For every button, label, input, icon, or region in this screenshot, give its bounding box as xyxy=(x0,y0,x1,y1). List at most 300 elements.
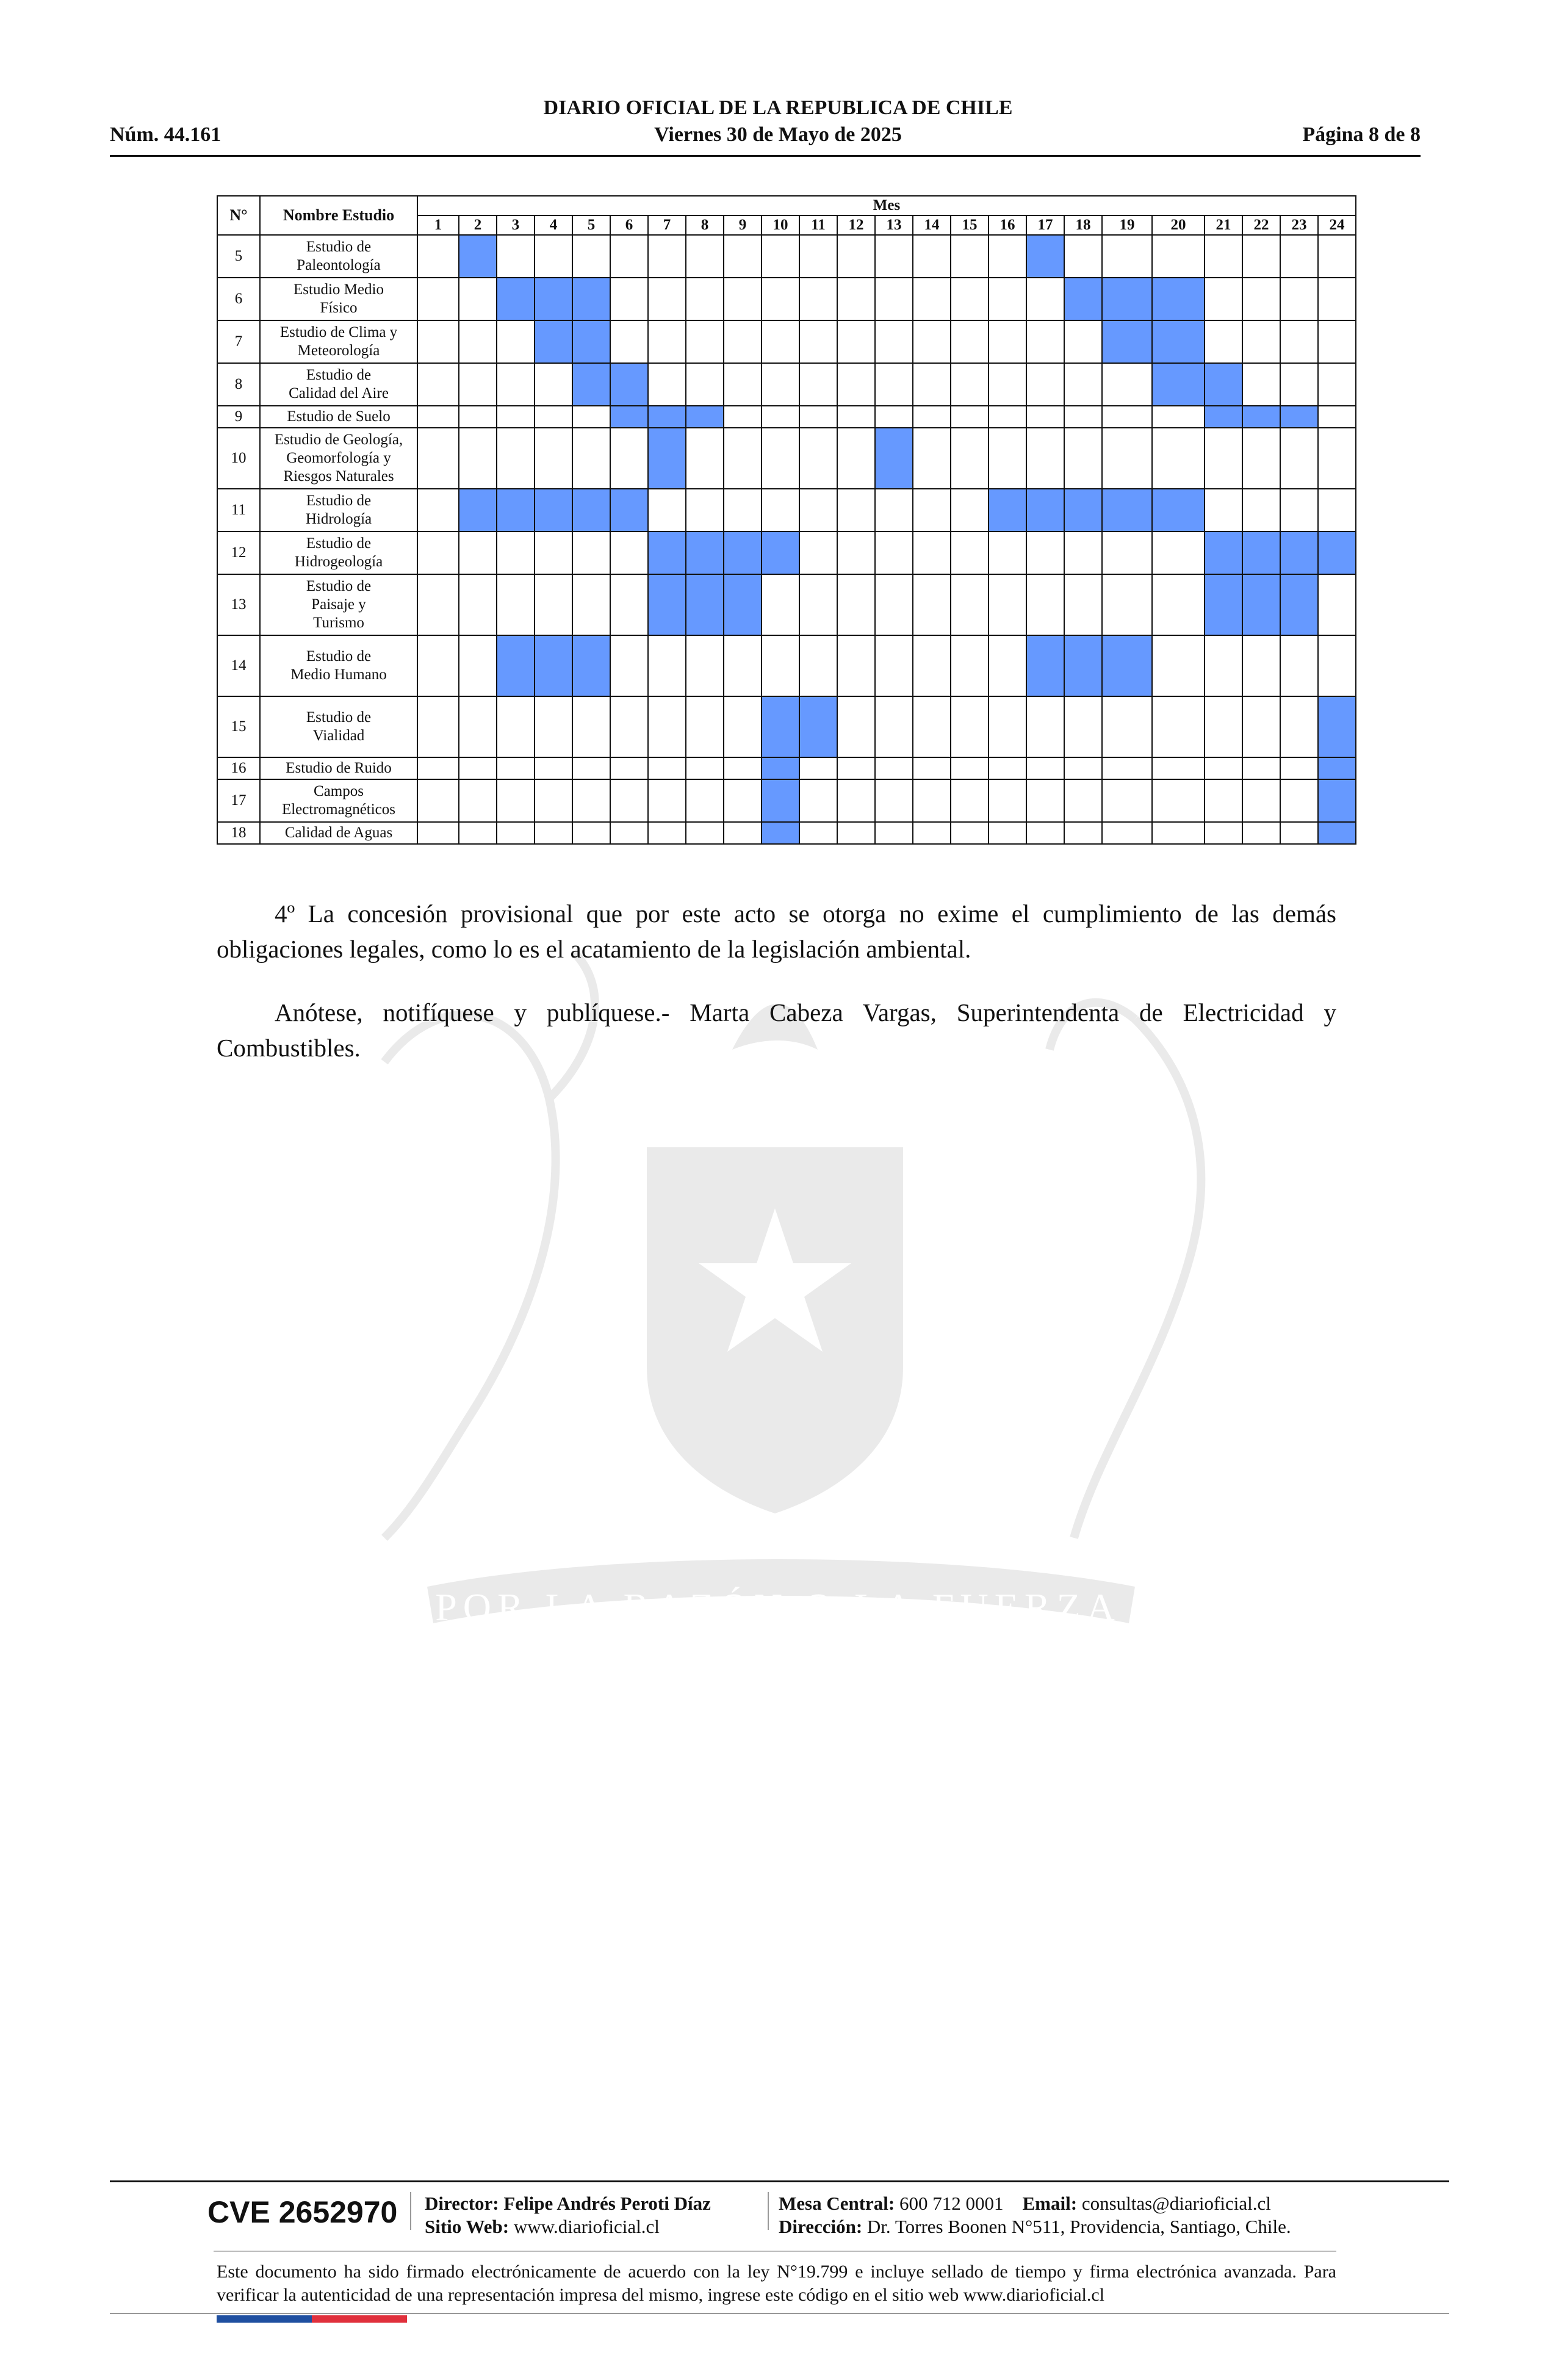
month-cell-16 xyxy=(989,278,1026,320)
month-cell-15 xyxy=(951,757,989,779)
study-name-line: Medio Humano xyxy=(290,666,387,683)
month-cell-5 xyxy=(572,574,610,635)
table-row xyxy=(217,428,1356,489)
month-cell-18 xyxy=(1064,532,1102,574)
month-cell-1 xyxy=(417,278,459,320)
month-cell-13 xyxy=(875,320,913,363)
study-name xyxy=(260,696,417,757)
month-cell-5 xyxy=(572,235,610,278)
month-header: 2 xyxy=(459,215,497,235)
month-cell-2 xyxy=(459,696,497,757)
month-cell-4 xyxy=(535,779,572,822)
month-cell-18 xyxy=(1064,779,1102,822)
footer-director-block xyxy=(425,2192,711,2238)
month-cell-24 xyxy=(1318,574,1356,635)
month-cell-24 xyxy=(1318,779,1356,822)
month-cell-18 xyxy=(1064,822,1102,844)
month-cell-9 xyxy=(724,779,762,822)
month-cell-2 xyxy=(459,635,497,696)
month-cell-23 xyxy=(1280,779,1318,822)
month-cell-13 xyxy=(875,779,913,822)
month-cell-4 xyxy=(535,822,572,844)
month-cell-5 xyxy=(572,635,610,696)
month-cell-12 xyxy=(837,532,875,574)
month-cell-18 xyxy=(1064,757,1102,779)
table-row xyxy=(217,696,1356,757)
paragraph-concession: 4º La concesión provisional que por este acto se otorga no exime el cumplimiento de las demás obligaciones legales, como lo es el acatamiento de la legislación ambiental. xyxy=(217,900,1336,963)
month-cell-24 xyxy=(1318,428,1356,489)
month-cell-1 xyxy=(417,757,459,779)
month-cell-19 xyxy=(1102,489,1152,532)
month-cell-21 xyxy=(1205,489,1242,532)
month-cell-24 xyxy=(1318,320,1356,363)
month-cell-5 xyxy=(572,363,610,406)
month-cell-2 xyxy=(459,779,497,822)
month-cell-2 xyxy=(459,532,497,574)
director-label: Director: xyxy=(425,2193,499,2214)
newspaper-title: DIARIO OFICIAL DE LA REPUBLICA DE CHILE xyxy=(543,96,1013,119)
month-cell-20 xyxy=(1152,428,1205,489)
issue-date: Viernes 30 de Mayo de 2025 xyxy=(654,123,902,146)
footer-separator xyxy=(768,2192,769,2230)
email-label: Email: xyxy=(1022,2193,1078,2214)
row-number: 11 xyxy=(217,489,260,532)
row-number: 16 xyxy=(217,757,260,779)
month-cell-10 xyxy=(762,779,799,822)
month-cell-11 xyxy=(799,574,837,635)
phone-number: 600 712 0001 xyxy=(899,2193,1004,2214)
month-cell-6 xyxy=(610,235,648,278)
month-cell-5 xyxy=(572,278,610,320)
month-cell-16 xyxy=(989,363,1026,406)
month-cell-7 xyxy=(648,489,686,532)
month-cell-10 xyxy=(762,428,799,489)
month-cell-7 xyxy=(648,278,686,320)
study-name-line: Físico xyxy=(320,300,358,316)
study-name-line: Calidad del Aire xyxy=(289,385,389,402)
month-cell-1 xyxy=(417,779,459,822)
month-cell-4 xyxy=(535,757,572,779)
month-cell-23 xyxy=(1280,363,1318,406)
month-cell-10 xyxy=(762,363,799,406)
month-cell-20 xyxy=(1152,278,1205,320)
month-cell-18 xyxy=(1064,406,1102,428)
month-cell-19 xyxy=(1102,320,1152,363)
header-divider xyxy=(110,155,1421,157)
month-cell-11 xyxy=(799,235,837,278)
month-header: 12 xyxy=(837,215,875,235)
month-cell-21 xyxy=(1205,320,1242,363)
paragraph-signature: Anótese, notifíquese y publíquese.- Marta Cabeza Vargas, Superintendenta de Electricidad y Combustibles. xyxy=(217,998,1336,1062)
month-cell-1 xyxy=(417,635,459,696)
month-cell-15 xyxy=(951,489,989,532)
col-header-month: Mes xyxy=(417,196,1356,215)
table-row xyxy=(217,320,1356,363)
month-cell-10 xyxy=(762,406,799,428)
study-name-line: Calidad de Aguas xyxy=(284,824,393,841)
month-cell-22 xyxy=(1242,574,1280,635)
study-name-line: Estudio de Suelo xyxy=(287,408,391,425)
month-cell-1 xyxy=(417,428,459,489)
month-cell-9 xyxy=(724,635,762,696)
month-cell-21 xyxy=(1205,235,1242,278)
month-cell-23 xyxy=(1280,757,1318,779)
month-cell-21 xyxy=(1205,278,1242,320)
month-cell-20 xyxy=(1152,406,1205,428)
study-name-line: Paleontología xyxy=(297,257,381,273)
month-cell-14 xyxy=(913,696,951,757)
month-cell-9 xyxy=(724,574,762,635)
page-number: Página 8 de 8 xyxy=(1302,123,1421,146)
month-cell-14 xyxy=(913,635,951,696)
month-cell-8 xyxy=(686,822,724,844)
month-header: 10 xyxy=(762,215,799,235)
month-cell-11 xyxy=(799,779,837,822)
table-row xyxy=(217,822,1356,844)
month-cell-6 xyxy=(610,696,648,757)
website-link[interactable]: www.diarioficial.cl xyxy=(513,2216,660,2237)
month-cell-6 xyxy=(610,822,648,844)
month-cell-12 xyxy=(837,320,875,363)
month-cell-7 xyxy=(648,696,686,757)
month-cell-2 xyxy=(459,278,497,320)
month-cell-24 xyxy=(1318,278,1356,320)
month-cell-2 xyxy=(459,822,497,844)
month-cell-9 xyxy=(724,320,762,363)
month-header: 20 xyxy=(1152,215,1205,235)
month-cell-19 xyxy=(1102,406,1152,428)
month-cell-12 xyxy=(837,428,875,489)
month-cell-15 xyxy=(951,320,989,363)
study-name xyxy=(260,822,417,844)
month-cell-3 xyxy=(497,635,535,696)
month-cell-12 xyxy=(837,696,875,757)
month-cell-10 xyxy=(762,822,799,844)
month-cell-18 xyxy=(1064,574,1102,635)
month-header: 6 xyxy=(610,215,648,235)
month-cell-8 xyxy=(686,574,724,635)
month-cell-23 xyxy=(1280,822,1318,844)
month-cell-23 xyxy=(1280,635,1318,696)
month-cell-14 xyxy=(913,363,951,406)
month-cell-11 xyxy=(799,757,837,779)
month-cell-24 xyxy=(1318,406,1356,428)
month-cell-8 xyxy=(686,320,724,363)
month-cell-16 xyxy=(989,574,1026,635)
table-row xyxy=(217,532,1356,574)
month-cell-3 xyxy=(497,489,535,532)
month-cell-1 xyxy=(417,235,459,278)
month-cell-19 xyxy=(1102,822,1152,844)
month-cell-23 xyxy=(1280,406,1318,428)
month-cell-24 xyxy=(1318,696,1356,757)
month-cell-2 xyxy=(459,320,497,363)
coat-of-arms-watermark xyxy=(183,867,1373,1690)
month-cell-20 xyxy=(1152,822,1205,844)
month-cell-3 xyxy=(497,574,535,635)
month-cell-8 xyxy=(686,635,724,696)
month-cell-15 xyxy=(951,574,989,635)
month-cell-24 xyxy=(1318,532,1356,574)
month-cell-12 xyxy=(837,574,875,635)
month-cell-19 xyxy=(1102,757,1152,779)
month-cell-16 xyxy=(989,406,1026,428)
month-header: 7 xyxy=(648,215,686,235)
month-cell-19 xyxy=(1102,428,1152,489)
month-cell-19 xyxy=(1102,696,1152,757)
month-cell-13 xyxy=(875,235,913,278)
month-cell-14 xyxy=(913,278,951,320)
month-cell-18 xyxy=(1064,428,1102,489)
month-cell-24 xyxy=(1318,363,1356,406)
month-cell-17 xyxy=(1026,635,1064,696)
month-cell-13 xyxy=(875,278,913,320)
month-cell-14 xyxy=(913,235,951,278)
study-name-line: Estudio de xyxy=(306,535,372,552)
month-cell-22 xyxy=(1242,696,1280,757)
month-cell-9 xyxy=(724,757,762,779)
month-cell-8 xyxy=(686,779,724,822)
month-cell-20 xyxy=(1152,235,1205,278)
month-cell-1 xyxy=(417,532,459,574)
month-cell-4 xyxy=(535,320,572,363)
month-cell-7 xyxy=(648,822,686,844)
footer-contact-block xyxy=(779,2192,1291,2238)
row-number: 13 xyxy=(217,574,260,635)
row-number: 12 xyxy=(217,532,260,574)
month-header: 24 xyxy=(1318,215,1356,235)
month-cell-3 xyxy=(497,428,535,489)
month-cell-24 xyxy=(1318,489,1356,532)
phone-label: Mesa Central: xyxy=(779,2193,895,2214)
month-cell-11 xyxy=(799,532,837,574)
month-cell-20 xyxy=(1152,489,1205,532)
month-cell-17 xyxy=(1026,822,1064,844)
footer-divider xyxy=(110,2180,1449,2182)
month-cell-15 xyxy=(951,406,989,428)
month-cell-22 xyxy=(1242,363,1280,406)
month-cell-5 xyxy=(572,822,610,844)
month-cell-23 xyxy=(1280,532,1318,574)
month-cell-19 xyxy=(1102,235,1152,278)
month-cell-5 xyxy=(572,489,610,532)
month-cell-2 xyxy=(459,574,497,635)
month-header: 14 xyxy=(913,215,951,235)
month-cell-8 xyxy=(686,489,724,532)
month-header: 18 xyxy=(1064,215,1102,235)
row-number: 7 xyxy=(217,320,260,363)
month-cell-15 xyxy=(951,278,989,320)
study-name-line: Riesgos Naturales xyxy=(283,468,394,485)
cve-code: CVE 2652970 xyxy=(207,2195,398,2229)
table-row xyxy=(217,278,1356,320)
month-cell-22 xyxy=(1242,635,1280,696)
month-cell-3 xyxy=(497,532,535,574)
month-cell-4 xyxy=(535,235,572,278)
month-cell-3 xyxy=(497,320,535,363)
month-cell-22 xyxy=(1242,278,1280,320)
month-cell-4 xyxy=(535,278,572,320)
study-name xyxy=(260,278,417,320)
month-cell-12 xyxy=(837,635,875,696)
month-cell-2 xyxy=(459,757,497,779)
month-cell-6 xyxy=(610,779,648,822)
month-header: 16 xyxy=(989,215,1026,235)
month-cell-17 xyxy=(1026,532,1064,574)
row-number: 17 xyxy=(217,779,260,822)
month-cell-16 xyxy=(989,235,1026,278)
month-cell-10 xyxy=(762,532,799,574)
month-cell-19 xyxy=(1102,779,1152,822)
month-cell-2 xyxy=(459,428,497,489)
study-name-line: Estudio de xyxy=(306,492,372,509)
month-cell-15 xyxy=(951,363,989,406)
study-name-line: Turismo xyxy=(313,615,364,631)
month-cell-4 xyxy=(535,635,572,696)
month-cell-12 xyxy=(837,363,875,406)
month-cell-6 xyxy=(610,757,648,779)
legal-notice: Este documento ha sido firmado electrónicamente de acuerdo con la ley N°19.799 e incluye sellado de tiempo y firma electrónica avanzada. Para verificar la autenticidad de una representación impresa del mismo, ingrese este código en el sitio web www.diarioficial.cl xyxy=(217,2262,1336,2305)
study-name xyxy=(260,428,417,489)
month-cell-14 xyxy=(913,489,951,532)
month-cell-2 xyxy=(459,235,497,278)
month-cell-16 xyxy=(989,428,1026,489)
month-cell-17 xyxy=(1026,320,1064,363)
month-cell-23 xyxy=(1280,235,1318,278)
month-cell-11 xyxy=(799,320,837,363)
month-header: 19 xyxy=(1102,215,1152,235)
month-cell-16 xyxy=(989,320,1026,363)
study-name xyxy=(260,757,417,779)
month-cell-4 xyxy=(535,532,572,574)
month-cell-16 xyxy=(989,757,1026,779)
month-cell-24 xyxy=(1318,635,1356,696)
month-cell-7 xyxy=(648,779,686,822)
month-cell-7 xyxy=(648,635,686,696)
month-cell-11 xyxy=(799,363,837,406)
month-cell-13 xyxy=(875,635,913,696)
study-name xyxy=(260,406,417,428)
month-cell-19 xyxy=(1102,574,1152,635)
month-cell-3 xyxy=(497,406,535,428)
month-header: 9 xyxy=(724,215,762,235)
month-cell-15 xyxy=(951,779,989,822)
month-cell-20 xyxy=(1152,779,1205,822)
month-cell-9 xyxy=(724,428,762,489)
month-cell-2 xyxy=(459,489,497,532)
month-cell-20 xyxy=(1152,696,1205,757)
col-header-number: N° xyxy=(217,196,260,235)
month-cell-11 xyxy=(799,278,837,320)
month-cell-17 xyxy=(1026,278,1064,320)
month-cell-18 xyxy=(1064,363,1102,406)
month-cell-11 xyxy=(799,822,837,844)
study-name-line: Estudio de Ruido xyxy=(286,760,392,776)
month-cell-18 xyxy=(1064,635,1102,696)
month-cell-6 xyxy=(610,532,648,574)
email-link[interactable]: consultas@diarioficial.cl xyxy=(1081,2193,1271,2214)
study-name-line: Estudio de Geología, xyxy=(274,431,403,448)
month-cell-13 xyxy=(875,489,913,532)
issue-number: Núm. 44.161 xyxy=(110,123,222,146)
month-cell-20 xyxy=(1152,320,1205,363)
month-cell-13 xyxy=(875,696,913,757)
study-name-line: Estudio Medio xyxy=(294,281,384,298)
footer-thin-divider xyxy=(214,2251,1336,2252)
flag-stripe-red xyxy=(312,2315,407,2323)
month-cell-16 xyxy=(989,532,1026,574)
month-cell-8 xyxy=(686,235,724,278)
month-cell-22 xyxy=(1242,757,1280,779)
month-cell-12 xyxy=(837,489,875,532)
month-cell-7 xyxy=(648,574,686,635)
month-cell-22 xyxy=(1242,822,1280,844)
study-name-line: Paisaje y xyxy=(311,596,366,613)
flag-stripe-blue xyxy=(217,2315,312,2323)
month-header: 5 xyxy=(572,215,610,235)
month-cell-16 xyxy=(989,779,1026,822)
month-cell-16 xyxy=(989,489,1026,532)
study-name-line: Campos xyxy=(314,783,364,799)
month-cell-12 xyxy=(837,278,875,320)
month-cell-21 xyxy=(1205,428,1242,489)
month-cell-20 xyxy=(1152,635,1205,696)
month-cell-21 xyxy=(1205,696,1242,757)
month-cell-5 xyxy=(572,757,610,779)
month-header: 17 xyxy=(1026,215,1064,235)
month-cell-21 xyxy=(1205,757,1242,779)
month-cell-10 xyxy=(762,635,799,696)
month-cell-7 xyxy=(648,532,686,574)
month-cell-4 xyxy=(535,696,572,757)
month-cell-6 xyxy=(610,489,648,532)
month-cell-17 xyxy=(1026,757,1064,779)
study-name-line: Hidrogeología xyxy=(294,554,383,570)
month-cell-6 xyxy=(610,320,648,363)
month-cell-3 xyxy=(497,757,535,779)
month-cell-17 xyxy=(1026,574,1064,635)
month-cell-17 xyxy=(1026,235,1064,278)
row-number: 18 xyxy=(217,822,260,844)
month-cell-8 xyxy=(686,363,724,406)
row-number: 9 xyxy=(217,406,260,428)
month-cell-22 xyxy=(1242,779,1280,822)
month-cell-18 xyxy=(1064,696,1102,757)
study-name-line: Estudio de xyxy=(306,239,372,255)
month-cell-6 xyxy=(610,278,648,320)
study-name xyxy=(260,574,417,635)
month-cell-10 xyxy=(762,574,799,635)
month-cell-10 xyxy=(762,320,799,363)
month-header: 4 xyxy=(535,215,572,235)
month-cell-10 xyxy=(762,757,799,779)
month-cell-3 xyxy=(497,696,535,757)
month-cell-15 xyxy=(951,428,989,489)
row-number: 8 xyxy=(217,363,260,406)
month-cell-12 xyxy=(837,779,875,822)
study-name-line: Estudio de Clima y xyxy=(279,324,398,341)
month-cell-19 xyxy=(1102,532,1152,574)
month-cell-21 xyxy=(1205,406,1242,428)
month-cell-22 xyxy=(1242,235,1280,278)
month-cell-8 xyxy=(686,696,724,757)
month-cell-11 xyxy=(799,428,837,489)
month-cell-9 xyxy=(724,822,762,844)
month-cell-11 xyxy=(799,489,837,532)
month-cell-17 xyxy=(1026,779,1064,822)
month-cell-4 xyxy=(535,574,572,635)
month-cell-9 xyxy=(724,235,762,278)
